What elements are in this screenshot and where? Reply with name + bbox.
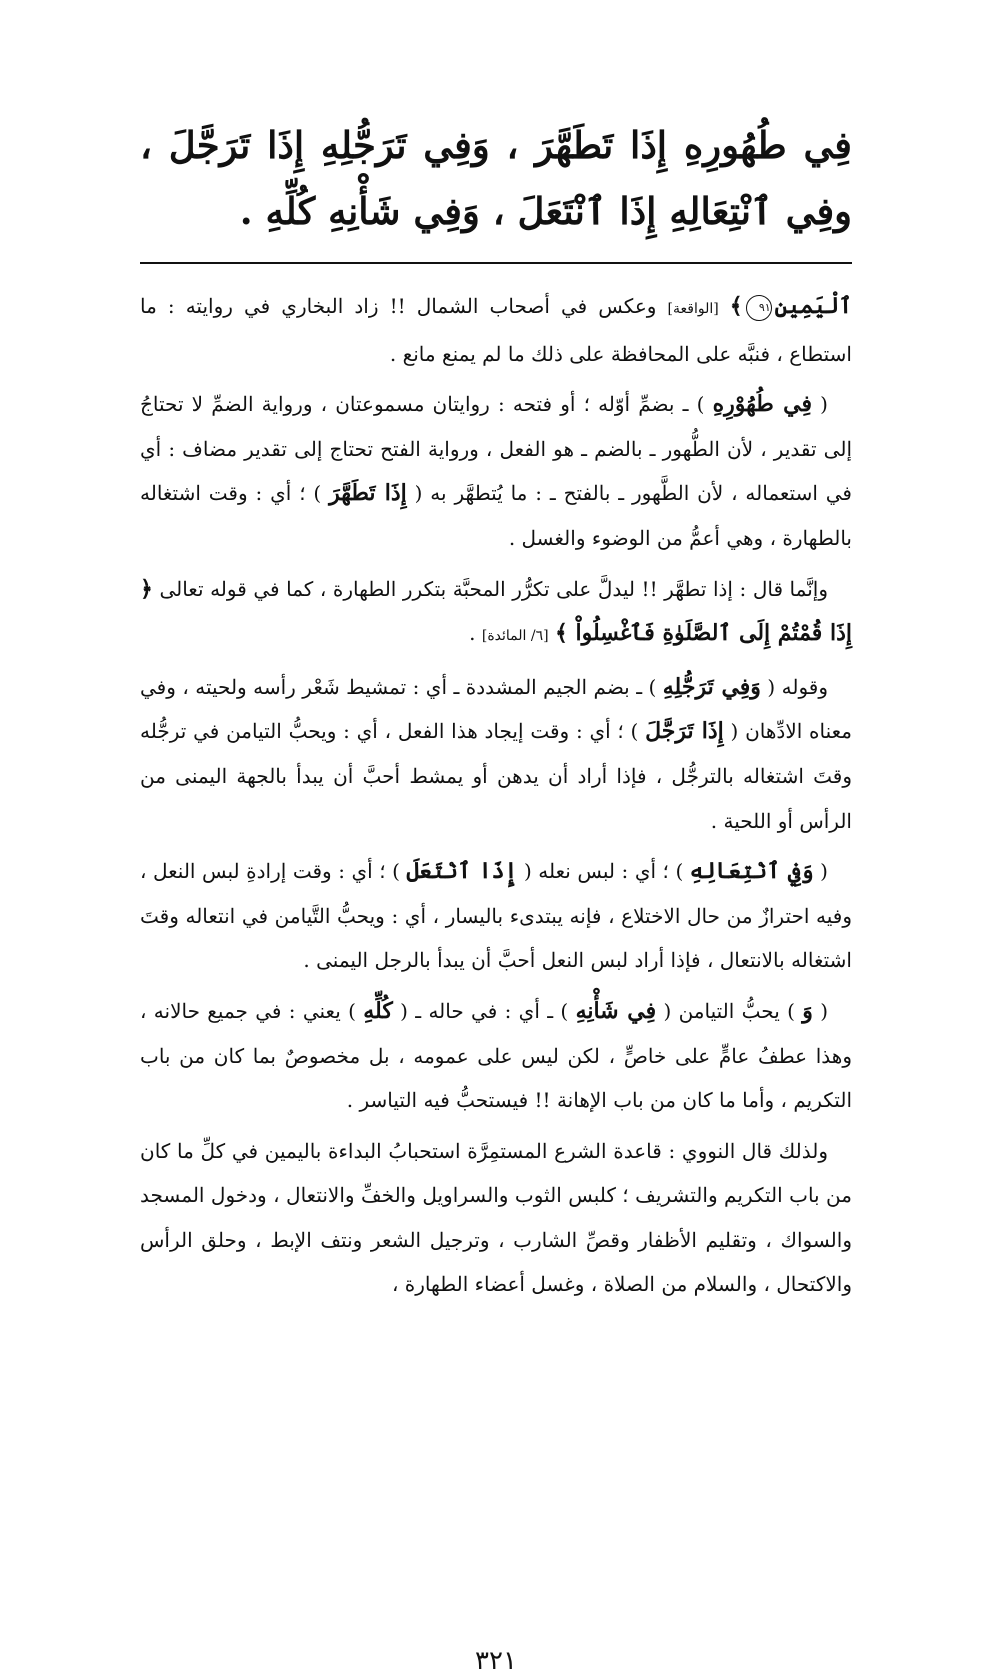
- quran-fragment: ٱلْيَمِينِ: [774, 293, 853, 319]
- hadith-phrase: فِي شَأْنِهِ: [575, 997, 657, 1024]
- quran-bracket: ﴾: [729, 293, 743, 319]
- quran-quote: ﴿ إِذَا قُمْتُمْ إِلَى ٱلصَّلَوٰةِ فَٱغْسِلُواْ ﴾: [140, 575, 852, 647]
- commentary-text: ) ؛ أي : وقت اشتغاله بالطهارة ، وهي أعمُّ من الوضوء والغسل .: [140, 481, 852, 550]
- commentary: [140, 284, 852, 1307]
- commentary-paragraph: [140, 989, 852, 1123]
- commentary-text: .: [469, 621, 482, 646]
- commentary-text: ) يحبُّ التيامن (: [656, 998, 803, 1023]
- hadith-phrase: كُلِّهِ: [363, 997, 393, 1024]
- commentary-text: ) ؛ أي : لبس نعله (: [517, 859, 690, 884]
- hadith-phrase: إِذَا تَطَهَّرَ: [329, 480, 407, 507]
- commentary-text: (: [812, 392, 828, 417]
- hadith-phrase: وَ: [802, 997, 813, 1024]
- page-number: ٣٢١: [475, 1646, 517, 1676]
- commentary-text: وعكس في أصحاب الشمال !! زاد البخاري في روايته : ما استطاع ، فنبَّه على المحافظة على ذلك ما لم يمنع مانع .: [140, 294, 852, 366]
- commentary-text: (: [812, 998, 829, 1023]
- commentary-paragraph: [140, 567, 852, 659]
- hadith-phrase: إِذَا ٱنْتَعَلَ: [406, 858, 518, 885]
- ayah-number-marker: ٩١: [746, 295, 772, 321]
- surah-reference: [٦/ المائدة]: [481, 628, 549, 645]
- footnote-separator: [140, 262, 852, 264]
- commentary-text: وإنَّما قال : إذا تطهَّر !! ليدلَّ على تكرُّر المحبَّة بتكرر الطهارة ، كما في قوله تعالى: [152, 576, 828, 601]
- commentary-paragraph: [140, 665, 852, 843]
- commentary-paragraph: [140, 284, 852, 376]
- commentary-text: ) ؛ أي : وقت إيجاد هذا الفعل ، أي : ويحبُّ التيامن في ترجُّله وقتَ اشتغاله بالترجُّل ، فإذا أراد أن يدهن أو يمشط أحبَّ أن يبدأ بالجهة اليمنى من الرأس أو اللحية .: [140, 719, 852, 833]
- commentary-paragraph: [140, 382, 852, 560]
- commentary-paragraph: ولذلك قال النووي : قاعدة الشرع المستمِرَّة استحبابُ البداءة باليمين في كلِّ ما كان من باب التكريم والتشريف ؛ كلبس الثوب والسراويل والخفِّ والانتعال ، ودخول المسجد والسواك ، وتقليم الأظفار وقصِّ الشارب ، وترجيل الشعر ونتف الإبط ، وحلق الرأس والاكتحال ، والسلام من الصلاة ، وغسل أعضاء الطهارة ،: [140, 1138, 852, 1297]
- hadith-text: فِي طُهُورِهِ إِذَا تَطَهَّرَ ، وَفِي تَرَجُّلِهِ إِذَا تَرَجَّلَ ، وفِي ٱنْتِعَالِهِ إِذَا ٱنْتَعَلَ ، وَفِي شَأْنِهِ كُلِّهِ .: [140, 123, 852, 233]
- hadith-phrase: إِذَا تَرَجَّلَ: [645, 718, 724, 745]
- surah-reference: [الواقعة]: [667, 301, 719, 317]
- commentary-text: ) ـ أي : في حاله ـ (: [392, 998, 576, 1023]
- commentary-text: ) ـ بضمِّ أوّله ؛ أو فتحه : روايتان مسموعتان ، ورواية الضمِّ لا تحتاجُ إلى تقدير ، لأن الطُّهور ـ بالضم ـ هو الفعل ، ورواية الفتح تحتاج إلى تقدير مضاف : أي في استعماله ، لأن الطَّهور ـ بالفتح ـ : ما يُتطهَّر به (: [140, 392, 852, 506]
- commentary-text: وقوله (: [760, 674, 829, 699]
- commentary-paragraph: [140, 849, 852, 983]
- commentary-text: ) يعني : في جميع حالانه ، وهذا عطفُ عامٍّ على خاصٍّ ، لكن ليس على عمومه ، بل مخصوصٌ بما كان من باب التكريم ، وأما ما كان من باب الإهانة !! فيستحبُّ فيه التياسر .: [140, 998, 852, 1113]
- commentary-text: ) ؛ أي : وقت إرادةِ لبس النعل ، وفيه احترازٌ من حال الاختلاع ، فإنه يبتدىء باليسار ، أي : ويحبُّ التَّيامن في انتعاله وقتَ اشتغاله بالانتعال ، فإذا أراد لبس النعل أحبَّ أن يبدأ بالرجل اليمنى .: [140, 859, 852, 973]
- hadith-phrase: وَفِي ٱنْتِعَالِهِ: [689, 858, 814, 885]
- hadith-phrase: فِي طُهُوْرِهِ: [712, 391, 813, 418]
- hadith-phrase: وَفِي تَرَجُّلِهِ: [662, 673, 761, 700]
- commentary-text: ) ـ بضم الجيم المشددة ـ أي : تمشيط شَعْر رأسه ولحيته ، وفي معناه الادِّهان (: [140, 674, 853, 744]
- commentary-text: (: [813, 859, 828, 884]
